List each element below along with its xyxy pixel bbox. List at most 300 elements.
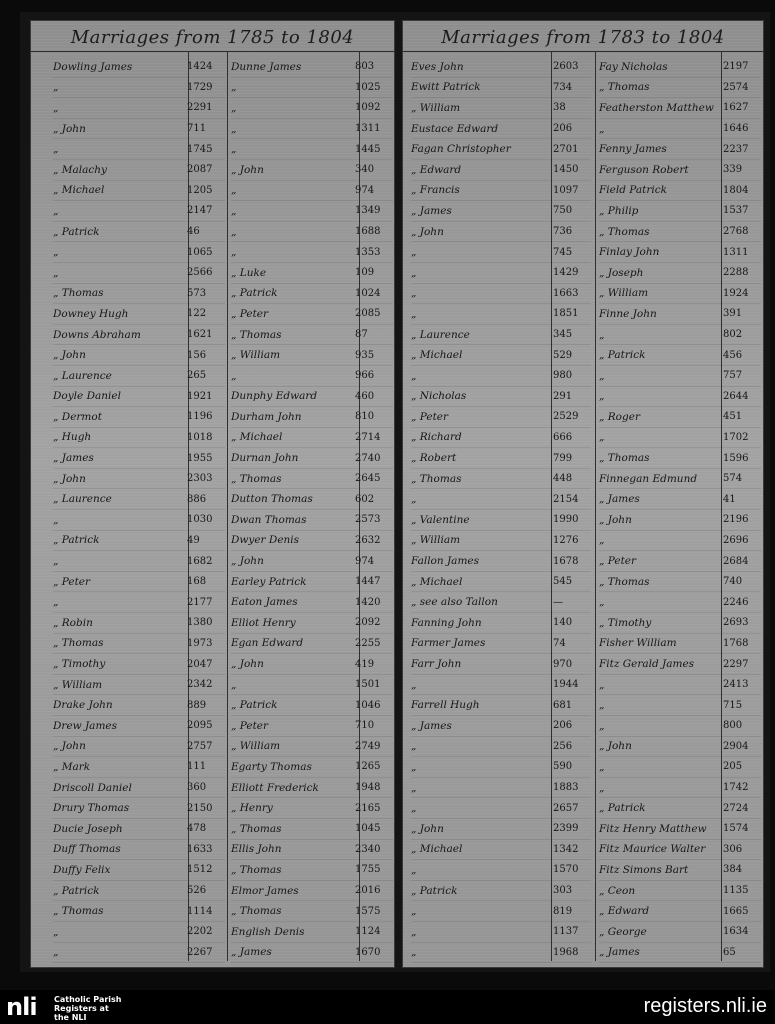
entry-name: Drury Thomas [53,802,130,815]
entry-number [352,967,393,968]
entry-number: 1990 [553,514,579,526]
entry-number: 545 [553,576,573,588]
entry-name: „ Patrick [231,699,278,712]
entry-name: Drake John [53,699,113,712]
entry-number: 819 [553,905,573,917]
register-entry [231,551,393,572]
register-entry [411,922,591,943]
entry-name: „ Robin [53,616,93,629]
register-entry [411,943,591,964]
entry-name: „ Edward [411,163,462,176]
register-entry [231,860,393,881]
entry-number: 1024 [355,287,381,299]
entry-number: 1678 [553,555,579,567]
entry-name: „ Peter [231,719,269,732]
entry-name: „ [53,81,59,94]
entry-number: 340 [355,164,375,176]
entry-number: 974 [355,555,375,567]
register-entry [411,448,591,469]
register-entry [53,325,225,346]
entry-number: 970 [553,658,573,670]
entry-name: Dunphy Edward [231,390,318,403]
register-entry [53,469,225,490]
entry-name: „ [599,534,605,547]
register-entry [53,654,225,675]
entry-name: „ Thomas [53,287,104,300]
register-entry [231,778,393,799]
entry-number: 935 [355,349,375,361]
logo-caption-line: the NLI [54,1013,87,1022]
register-entry [599,881,761,902]
entry-name: „ Hugh [53,431,92,444]
entry-name: „ Michael [411,575,463,588]
register-entry [53,387,225,408]
entry-name: „ [53,246,59,259]
footer-bar [0,990,775,1024]
entry-number: 1883 [553,782,579,794]
right-column-2 [599,57,761,961]
entry-name [53,967,184,968]
entry-number: 1124 [355,926,381,938]
entry-number: 974 [355,184,375,196]
register-entry [411,325,591,346]
entry-name: Dunne James [231,60,302,73]
register-entry [231,284,393,305]
register-entry [231,695,393,716]
register-entry [599,531,761,552]
entry-number: 574 [723,473,743,485]
register-entry [53,840,225,861]
entry-number: 886 [187,493,207,505]
entry-number: 2768 [723,226,749,238]
entry-name: „ Thomas [599,225,650,238]
entry-name: „ Luke [231,266,267,279]
register-entry [231,901,393,922]
entry-name: „ John [599,740,632,753]
register-entry [599,840,761,861]
register-entry [231,160,393,181]
entry-number: 2047 [187,658,213,670]
register-entry [53,489,225,510]
register-entry [231,181,393,202]
register-entry [411,860,591,881]
register-entry [53,304,225,325]
register-entry [53,119,225,140]
register-entry [53,201,225,222]
entry-name: „ John [599,513,632,526]
register-entry [411,881,591,902]
register-entry [411,654,591,675]
entry-name: „ [599,596,605,609]
entry-number: 49 [187,534,200,546]
register-entry [599,345,761,366]
register-entry [231,531,393,552]
register-entry [231,592,393,613]
entry-number: 1018 [187,431,213,443]
left-page-title: Marriages from 1785 to 1804 [31,25,394,52]
entry-name: „ [599,431,605,444]
register-entry [599,181,761,202]
entry-number: 889 [187,699,207,711]
entry-name: „ Roger [599,410,640,423]
entry-name: Doyle Daniel [53,390,121,403]
register-entry [231,263,393,284]
register-entry [53,78,225,99]
entry-name: „ James [231,946,272,959]
register-entry [53,181,225,202]
entry-number: 590 [553,761,573,773]
entry-name: „ [53,925,59,938]
entry-name: „ William [411,534,461,547]
entry-number: 2165 [355,802,381,814]
entry-name: „ [411,493,417,506]
entry-number: 2757 [187,740,213,752]
entry-name: „ [53,596,59,609]
column-rule [595,51,596,961]
entry-number: 1921 [187,390,213,402]
entry-number: 2749 [355,740,381,752]
register-entry [231,325,393,346]
entry-number: 1537 [723,205,749,217]
entry-name: „ William [411,101,461,114]
entry-number: 2267 [187,946,213,958]
register-entry [599,201,761,222]
register-entry [53,222,225,243]
register-entry [53,881,225,902]
entry-number: 1768 [723,637,749,649]
entry-name: Fitz Henry Matthew [599,822,707,835]
entry-number: 2740 [355,452,381,464]
register-entry [231,737,393,758]
entry-number [720,967,761,968]
entry-number: 265 [187,370,207,382]
register-entry [53,922,225,943]
entry-name: Eves John [411,60,464,73]
entry-name: Durnan John [231,452,299,465]
entry-name: „ Mark [53,760,91,773]
register-entry [411,263,591,284]
register-entry [53,901,225,922]
entry-number: 1575 [355,905,381,917]
logo-caption-line: Catholic Parish [54,995,122,1004]
entry-name: „ Valentine [411,513,470,526]
entry-number: 1663 [553,287,579,299]
site-url[interactable]: registers.nli.ie [643,995,767,1017]
entry-number: 810 [355,411,375,423]
register-entry [231,448,393,469]
entry-name: „ Thomas [231,328,282,341]
entry-number: 38 [553,102,566,114]
entry-name: „ Thomas [599,575,650,588]
register-entry [411,489,591,510]
register-entry [599,387,761,408]
entry-number: 2150 [187,802,213,814]
register-entry [411,510,591,531]
entry-number: 1135 [723,885,749,897]
register-entry [411,98,591,119]
entry-name: „ [53,143,59,156]
register-entry [599,139,761,160]
register-entry [53,57,225,78]
entry-name: „ [411,307,417,320]
register-entry [599,263,761,284]
register-entry [53,695,225,716]
entry-number: 1973 [187,637,213,649]
register-entry [411,737,591,758]
entry-number: 1097 [553,184,579,196]
entry-name: Fitz Simons Bart [599,863,689,876]
register-entry [411,201,591,222]
entry-number: 2904 [723,740,749,752]
column-rule [227,51,228,961]
register-entry [599,78,761,99]
entry-number: 168 [187,576,207,588]
register-entry [53,139,225,160]
register-entry [599,304,761,325]
entry-name: Ellis John [231,843,282,856]
entry-name: „ Patrick [53,884,100,897]
entry-number: 122 [187,308,207,320]
register-entry [411,345,591,366]
register-entry [599,943,761,964]
entry-number: 1729 [187,81,213,93]
entry-name: „ Patrick [53,534,100,547]
entry-name: Ewitt Patrick [411,81,481,94]
entry-name: „ [53,513,59,526]
entry-name: Fagan Christopher [411,143,511,156]
register-entry [53,675,225,696]
entry-name: „ [53,204,59,217]
register-entry [599,510,761,531]
entry-number: 478 [187,823,207,835]
entry-number: 1944 [553,679,579,691]
entry-name: „ Thomas [53,905,104,918]
entry-number: 740 [723,576,743,588]
entry-name: „ John [231,163,264,176]
entry-name: Driscoll Daniel [53,781,132,794]
entry-number: 2574 [723,81,749,93]
entry-number: 710 [355,720,375,732]
register-entry [411,778,591,799]
entry-number: 1311 [355,123,381,135]
entry-name: „ Timothy [599,616,652,629]
register-entry [411,57,591,78]
entry-name: Earley Patrick [231,575,307,588]
entry-name: Fenny James [599,143,667,156]
entry-name: „ [231,369,237,382]
entry-name: „ Laurence [53,493,112,506]
entry-name: „ Edward [599,905,650,918]
register-entry [231,222,393,243]
register-entry [411,469,591,490]
entry-number: 1353 [355,246,381,258]
entry-name: „ John [411,822,444,835]
entry-name: Drew James [53,719,118,732]
entry-number: 1429 [553,267,579,279]
register-entry [599,654,761,675]
entry-name: „ [411,781,417,794]
entry-number: 384 [723,864,743,876]
entry-name: „ John [53,740,86,753]
entry-name [411,967,550,968]
entry-number: 1755 [355,864,381,876]
entry-name: „ [411,863,417,876]
entry-name: „ Henry [231,802,273,815]
entry-number: 2701 [553,143,579,155]
entry-name: „ [599,760,605,773]
entry-name: „ [599,122,605,135]
entry-number: 799 [553,452,573,464]
entry-number: 46 [187,226,200,238]
entry-name: „ Thomas [599,81,650,94]
entry-name: Dwan Thomas [231,513,307,526]
entry-name: Eaton James [231,596,298,609]
register-entry [411,819,591,840]
entry-number: 529 [553,349,573,361]
entry-name: „ [411,678,417,691]
entry-number: 2684 [723,555,749,567]
register-entry [599,963,761,968]
entry-name: Dowling James [53,60,133,73]
entry-number: 980 [553,370,573,382]
register-entry [411,242,591,263]
entry-number: 345 [553,329,573,341]
entry-name: „ [231,225,237,238]
register-entry [231,922,393,943]
entry-number: 1424 [187,61,213,73]
entry-number [184,967,225,968]
entry-number: 2197 [723,61,749,73]
register-entry [599,284,761,305]
register-entry [53,943,225,964]
entry-name: Elmor James [231,884,299,897]
register-entry [231,242,393,263]
entry-name: „ [411,946,417,959]
register-entry [231,819,393,840]
register-entry [231,428,393,449]
entry-name: Egan Edward [231,637,304,650]
entry-name: „ John [411,225,444,238]
register-entry [599,366,761,387]
entry-name: „ Peter [411,410,449,423]
entry-number: 800 [723,720,743,732]
entry-name: „ Peter [599,555,637,568]
entry-name: „ James [53,452,94,465]
entry-number: 2291 [187,102,213,114]
entry-number: 2342 [187,679,213,691]
entry-name: „ Laurence [53,369,112,382]
entry-number: 757 [723,370,743,382]
entry-name: „ Patrick [53,225,100,238]
left-column-1 [53,57,225,961]
entry-number: 2399 [553,823,579,835]
entry-name: „ [599,369,605,382]
nli-logo[interactable]: nli [6,993,37,1021]
entry-number: 448 [553,473,573,485]
entry-name: „ Michael [231,431,283,444]
entry-name: „ Laurence [411,328,470,341]
entry-name: „ Ceon [599,884,636,897]
entry-number: 1574 [723,823,749,835]
register-entry [411,222,591,243]
entry-name: Fisher William [599,637,677,650]
entry-number: 1924 [723,287,749,299]
entry-name: Durham John [231,410,302,423]
entry-name: „ [53,101,59,114]
register-entry [599,798,761,819]
entry-name: „ [53,946,59,959]
entry-name: „ George [599,925,647,938]
entry-name: „ Nicholas [411,390,467,403]
entry-number: 391 [723,308,743,320]
entry-name [231,967,352,968]
entry-number: 2724 [723,802,749,814]
entry-number: 802 [723,329,743,341]
register-entry [231,613,393,634]
register-entry [53,263,225,284]
register-entry [599,613,761,634]
entry-number: 1265 [355,761,381,773]
register-entry [599,119,761,140]
register-entry [599,819,761,840]
entry-number: 1804 [723,184,749,196]
entry-name: Eustace Edward [411,122,499,135]
entry-number: 1065 [187,246,213,258]
right-page [402,20,764,968]
entry-number: 736 [553,226,573,238]
register-entry [53,757,225,778]
entry-number: 2177 [187,596,213,608]
entry-name: „ [231,204,237,217]
entry-number: 2645 [355,473,381,485]
register-entry [411,407,591,428]
entry-name: „ Malachy [53,163,107,176]
entry-name: „ John [53,349,86,362]
register-entry [599,922,761,943]
register-entry [231,572,393,593]
entry-name: „ Michael [411,349,463,362]
entry-name: „ Peter [231,307,269,320]
entry-name: English Denis [231,925,305,938]
register-entry [53,572,225,593]
entry-number: 303 [553,885,573,897]
register-entry [231,139,393,160]
entry-name: „ [599,781,605,794]
entry-number: 1380 [187,617,213,629]
left-page [30,20,395,968]
entry-number: 1742 [723,782,749,794]
entry-name: „ Joseph [599,266,644,279]
register-entry [411,675,591,696]
entry-name: Farmer James [411,637,486,650]
register-entry [53,778,225,799]
register-entry [53,737,225,758]
entry-number: 1205 [187,184,213,196]
entry-name: „ Peter [53,575,91,588]
register-entry [599,634,761,655]
entry-number: 156 [187,349,207,361]
entry-number: 2529 [553,411,579,423]
register-entry [53,860,225,881]
entry-name: Elliott Frederick [231,781,319,794]
entry-number: 456 [723,349,743,361]
entry-name: Elliot Henry [231,616,296,629]
entry-name: Field Patrick [599,184,667,197]
entry-number: 711 [187,123,207,135]
register-entry [411,695,591,716]
entry-name: „ [411,287,417,300]
entry-name: Duff Thomas [53,843,121,856]
